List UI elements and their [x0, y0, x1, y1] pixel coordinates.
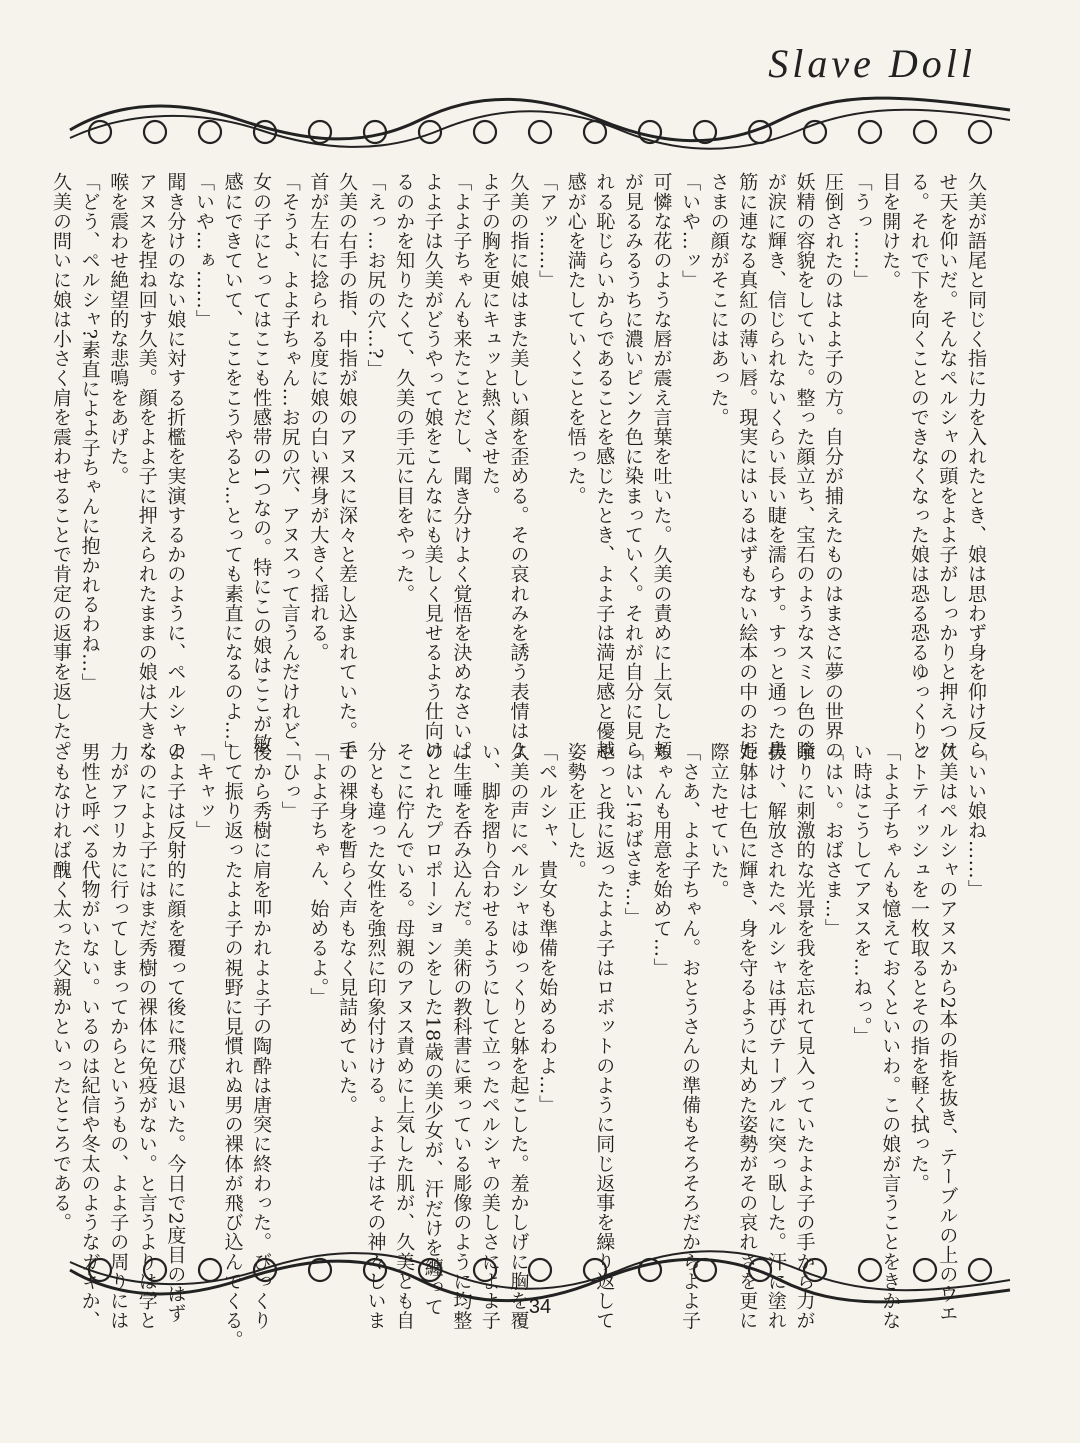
text-line: 久美の声にペルシャはゆっくりと躰を起こした。羞かしげに胸を覆	[507, 742, 530, 1330]
text-line: 際立たせていた。	[707, 742, 730, 899]
text-line: 目を開けた。	[879, 172, 902, 290]
text-line: 「アッ……」	[536, 172, 559, 290]
text-line: 女の子にとってはここも性感帯の1つなの。特にこの娘はここが敏	[250, 172, 273, 754]
text-line: は生唾を呑み込んだ。美術の教科書に乗っている彫像のように均整	[450, 742, 473, 1330]
text-line: い、脚を摺り合わせるようにして立ったペルシャの美しさによよ子	[478, 742, 501, 1330]
upper-text-block	[50, 172, 990, 771]
text-line: して振り返ったよよ子の視野に見慣れぬ男の裸体が飛び込んでくる。	[221, 742, 244, 1350]
text-line: 力がアフリカに行ってしまってからというもの、よよ子の周りには	[107, 742, 130, 1330]
text-line: 久美の右手の指、中指が娘のアヌスに深々と差し込まれていた。手	[335, 172, 358, 760]
text-line: なのによよ子にはまだ秀樹の裸体に免疫がない。と言うよりは学と	[135, 742, 158, 1330]
text-line: 「どう、ペルシャ?素直によよ子ちゃんに抱かれるわね…」	[78, 172, 101, 693]
text-line: よ子の胸を更にキュッと熱くさせた。	[478, 172, 501, 506]
text-line: 「いや…ッ」	[679, 172, 702, 290]
text-line: 「いや…ぁ……」	[192, 172, 215, 329]
text-line: 久美の問いに娘は小さく肩を震わせることで肯定の返事を返した。	[50, 172, 72, 760]
text-line: るのかを知りたくて、久美の手元に目をやった。	[393, 172, 416, 604]
text-line: ットティッシュを一枚取るとその指を軽く拭った。	[907, 742, 930, 1193]
text-line: 「さあ、よよ子ちゃん。おとうさんの準備もそろそろだからよよ子	[679, 742, 702, 1330]
text-line: さもなければ醜く太った父親かといったところである。	[50, 742, 72, 1232]
text-line: 「いい娘ね……」	[965, 742, 987, 899]
text-line: 久美の指に娘はまた美しい顔を歪める。その哀れみを誘う表情はよ	[507, 172, 530, 760]
text-line: ちゃんも用意を始めて…」	[650, 742, 673, 978]
text-line: よよ子は反射的に顔を覆って後に飛び退いた。今日で2度目のはず	[164, 742, 187, 1324]
text-line: 「はい。おばさま…」	[822, 742, 845, 938]
text-line: よよ子は久美がどうやって娘をこんなにも美しく見せるよう仕向け	[421, 172, 444, 760]
text-line: 姿勢を正した。	[564, 742, 587, 880]
text-line: そこに佇んでいる。母親のアヌス責めに上気した肌が、久美とも自	[393, 742, 416, 1330]
text-line: が見るみるうちに濃いピンク色に染まっていく。それが自分に見ら	[621, 172, 644, 760]
text-line: 分とも違った女性を強烈に印象付けける。よよ子はその神々しいま	[364, 742, 387, 1330]
text-line: 首が左右に捻られる度に娘の白い裸身が大きく揺れる。	[307, 172, 330, 662]
text-line: 「うっ……」	[850, 172, 873, 290]
text-line: せ天を仰いだ。そんなペルシャの頭をよよ子がしっかりと押えつけ	[936, 172, 959, 760]
text-line: 久美が語尾と同じく指に力を入れたとき、娘は思わず身を仰け反ら	[965, 172, 987, 760]
text-line: 感が心を満たしていくことを悟った。	[564, 172, 587, 506]
text-line: 男性と呼べる代物がいない。いるのは紀信や冬太のようなガキか、	[78, 742, 101, 1330]
text-line: での裸身を暫らく声もなく見詰めていた。	[335, 742, 358, 1115]
text-line: 後から秀樹に肩を叩かれよよ子の陶酔は唐突に終わった。びっくり	[250, 742, 273, 1330]
text-line: 「ひっ」	[278, 742, 301, 821]
text-line: 筋に連なる真紅の薄い唇。現実にはいるはずもない絵本の中のお姫	[736, 172, 759, 760]
text-line: 「キャッ」	[192, 742, 215, 840]
text-line: のとれたプロポーションをした18歳の美少女が、汗だけを纏って	[421, 742, 444, 1317]
text-line: アヌスを捏ね回す久美。顔をよよ子に押えられたままの娘は大きく	[135, 172, 158, 760]
text-line: 聞き分けのない娘に対する折檻を実演するかのように、ペルシャの	[164, 172, 187, 760]
text-line: 妖精の容貌をしていた。整った顔立ち、宝石のようなスミレ色の瞳	[793, 172, 816, 760]
header-title: Slave Doll	[768, 41, 976, 86]
text-line: が涙に輝き、信じられないくらい長い睫を濡らす。すっと通った鼻	[764, 172, 787, 760]
text-line: 「そうよ、よよ子ちゃん…お尻の穴、アヌスって言うんだけれど、	[278, 172, 301, 760]
text-line: 可憐な花のような唇が震え言葉を吐いた。久美の責めに上気した頬	[650, 172, 673, 760]
text-line: 抜け、解放されたペルシャは再びテーブルに突っ臥した。汗に塗れ	[764, 742, 787, 1330]
text-line: 余りに刺激的な光景を我を忘れて見入っていたよよ子の手から力が	[793, 742, 816, 1330]
text-line: 「よよ子ちゃんも来たことだし、聞き分けよく覚悟を決めなさい。」	[450, 172, 473, 771]
text-line: さまの顔がそこにはあった。	[707, 172, 730, 427]
text-line: 「よよ子ちゃん、始めるよ。」	[307, 742, 330, 1007]
text-line: 圧倒されたのはよよ子の方。自分が捕えたものはまさに夢の世界の	[822, 172, 845, 760]
text-line: 喉を震わせ絶望的な悲鳴をあげた。	[107, 172, 130, 486]
text-line: れる恥じらいからであることを感じたとき、よよ子は満足感と優越	[593, 172, 616, 760]
text-line: やっと我に返ったよよ子はロボットのように同じ返事を繰り返して	[593, 742, 616, 1330]
text-line: 感にできていて、ここをこうやると…とっても素直になるのよ…」	[221, 172, 244, 760]
text-line: た躰は七色に輝き、身を守るように丸めた姿勢がその哀れさを更に	[736, 742, 759, 1330]
text-line: 「よよ子ちゃんも憶えておくといいわ。この娘が言うことをきかな	[879, 742, 902, 1330]
ornament-top-border	[60, 90, 1020, 160]
text-line: 久美はペルシャのアヌスから2本の指を抜き、テーブルの上のウエ	[936, 742, 959, 1324]
text-line: 「はい!おばさま…」	[621, 742, 644, 927]
text-line: 「ペルシャ、貴女も準備を始めるわよ…」	[536, 742, 559, 1115]
text-line: 「えっ…お尻の穴…?」	[364, 172, 387, 379]
page-number: 34	[528, 1296, 552, 1318]
text-line: る。それで下を向くことのできなくなった娘は恐る恐るゆっくりと	[907, 172, 930, 760]
text-line: い時はこうしてアヌスを…ねっ。」	[850, 742, 873, 1047]
